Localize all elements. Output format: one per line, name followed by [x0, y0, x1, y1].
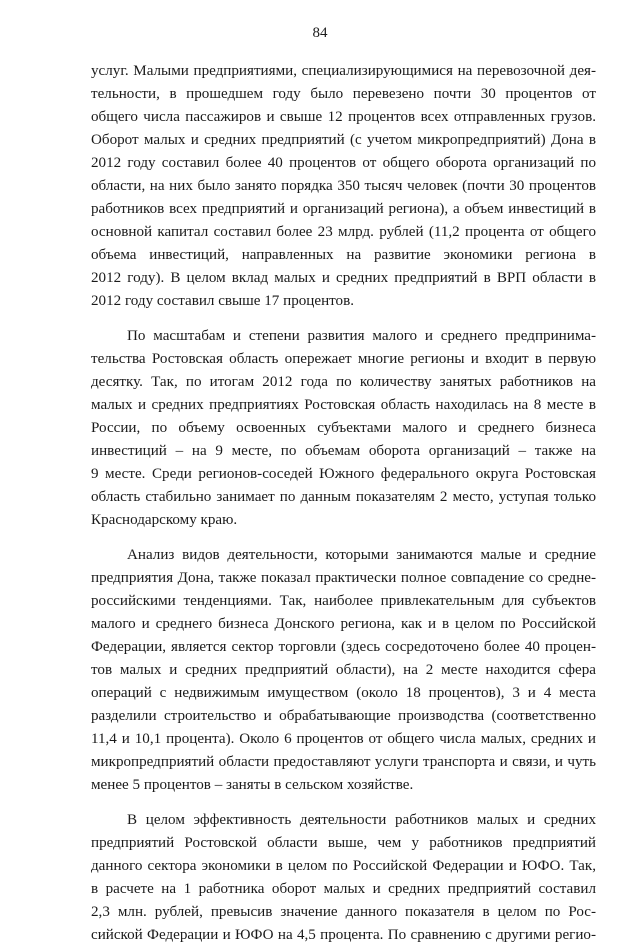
text-line: 2012 году). В целом вклад малых и средних предприятий в ВРП области в	[91, 270, 596, 286]
paragraph	[91, 809, 596, 947]
text-line: общего числа пассажиров и свыше 12 процентов всех отправленных грузов.	[91, 109, 596, 125]
text-line: область стабильно занимает по данным показателям 2 место, уступая только	[91, 489, 596, 505]
paragraph-gap	[91, 313, 596, 325]
text-line: предприятий Ростовской области выше, чем у работников предприятий	[91, 835, 596, 851]
text-line: основной капитал составил более 23 млрд. рублей (11,2 процента от общего	[91, 224, 596, 240]
text-line: Анализ видов деятельности, которыми занимаются малые и средние	[127, 547, 596, 563]
paragraph	[91, 325, 596, 532]
text-line: в расчете на 1 работника оборот малых и средних предприятий составил	[91, 881, 596, 897]
document-body	[91, 60, 596, 947]
text-line: операций с недвижимым имуществом (около 18 процентов), 3 и 4 места	[91, 685, 596, 701]
text-line: тельства Ростовская область опережает многие регионы и входит в первую	[91, 351, 596, 367]
text-line: По масштабам и степени развития малого и среднего предпринима-	[127, 328, 596, 344]
page-number: 84	[312, 25, 328, 41]
text-line: Федерации, является сектор торговли (здесь сосредоточено более 40 процен-	[91, 639, 596, 655]
paragraph	[91, 544, 596, 797]
paragraph	[91, 60, 596, 313]
text-line: 11,4 и 10,1 процента). Около 6 процентов от общего числа малых, средних и	[91, 731, 596, 747]
paragraph-gap	[91, 532, 596, 544]
text-line: инвестиций – на 9 месте, по объемам оборота организаций – также на	[91, 443, 596, 459]
text-line: Краснодарскому краю.	[91, 512, 238, 528]
text-line: услуг. Малыми предприятиями, специализирующимися на перевозочной дея-	[91, 63, 596, 79]
text-line: предприятия Дона, также показал практически полное совпадение со средне-	[91, 570, 596, 586]
text-line: микропредприятий области предоставляют услуги транспорта и связи, и чуть	[91, 754, 596, 770]
text-line: России, по объему освоенных субъектами малого и среднего бизнеса	[91, 420, 596, 436]
paragraph-gap	[91, 797, 596, 809]
text-line: малых и средних предприятиях Ростовская область находилась на 8 месте в	[91, 397, 596, 413]
text-line: менее 5 процентов – заняты в сельском хозяйстве.	[91, 777, 414, 793]
text-line: В целом эффективность деятельности работников малых и средних	[127, 812, 596, 828]
text-line: данного сектора экономики в целом по Российской Федерации и ЮФО. Так,	[91, 858, 596, 874]
text-line: 2012 году составил более 40 процентов от общего оборота организаций по	[91, 155, 596, 171]
text-line: 2012 году составил свыше 17 процентов.	[91, 293, 354, 309]
text-line: тов малых и средних предприятий области), на 2 месте находится сфера	[91, 662, 596, 678]
text-line: объема инвестиций, направленных на развитие экономики региона в	[91, 247, 596, 263]
text-line: малого и среднего бизнеса Донского региона, как и в целом по Российской	[91, 616, 596, 632]
text-line: 9 месте. Среди регионов-соседей Южного федерального округа Ростовская	[91, 466, 596, 482]
text-line: 2,3 млн. рублей, превысив значение данного показателя в целом по Рос-	[91, 904, 596, 920]
text-line: сийской Федерации и ЮФО на 4,5 процента. По сравнению с другими регио-	[91, 927, 596, 943]
text-line: тельности, в прошедшем году было перевезено почти 30 процентов от	[91, 86, 596, 102]
text-line: десятку. Так, по итогам 2012 года по количеству занятых работников на	[91, 374, 596, 390]
text-line: работников всех предприятий и организаций региона), а объем инвестиций в	[91, 201, 596, 217]
text-line: российскими тенденциями. Так, наиболее привлекательным для субъектов	[91, 593, 596, 609]
text-line: разделили строительство и обрабатывающие производства (соответственно	[91, 708, 596, 724]
text-line: области, на них было занято порядка 350 тысяч человек (почти 30 процентов	[91, 178, 596, 194]
text-line: Оборот малых и средних предприятий (с учетом микропредприятий) Дона в	[91, 132, 596, 148]
